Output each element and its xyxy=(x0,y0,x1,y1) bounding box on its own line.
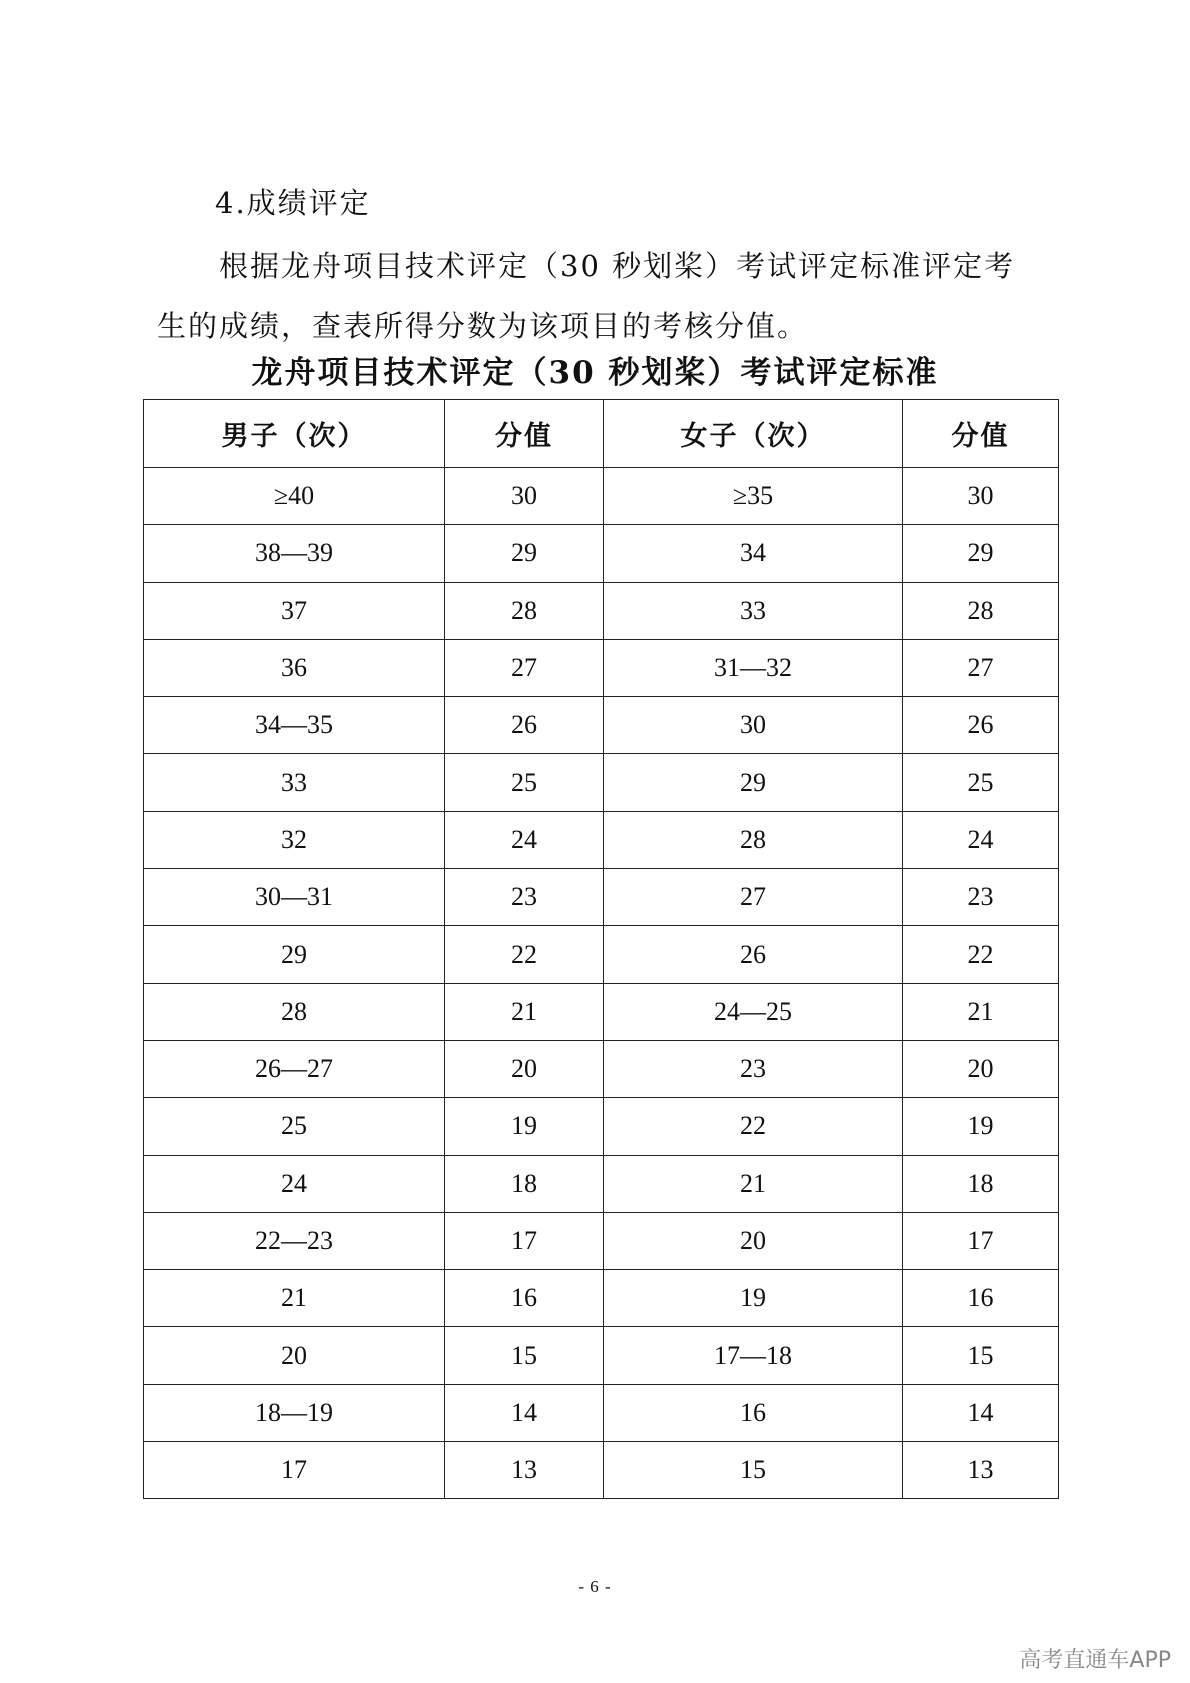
female-score-cell: 16 xyxy=(903,1270,1059,1327)
table-row xyxy=(144,754,1059,811)
male-score-cell: 16 xyxy=(445,1270,604,1327)
male-count-cell: 33 xyxy=(144,754,445,811)
table-row xyxy=(144,1098,1059,1155)
female-score-cell: 20 xyxy=(903,1040,1059,1097)
male-score-cell: 17 xyxy=(445,1212,604,1269)
male-score-cell: 20 xyxy=(445,1040,604,1097)
male-count-cell: 24 xyxy=(144,1155,445,1212)
male-score-cell: 24 xyxy=(445,811,604,868)
male-count-cell: 30—31 xyxy=(144,869,445,926)
male-count-cell: 28 xyxy=(144,983,445,1040)
table-row xyxy=(144,1270,1059,1327)
section-heading: 4.成绩评定 xyxy=(215,186,371,220)
male-count-cell: 25 xyxy=(144,1098,445,1155)
female-score-cell: 23 xyxy=(903,869,1059,926)
male-count-cell: 36 xyxy=(144,639,445,696)
female-count-cell: ≥35 xyxy=(604,468,903,525)
male-score-cell: 14 xyxy=(445,1384,604,1441)
table-row xyxy=(144,811,1059,868)
male-score-cell: 29 xyxy=(445,525,604,582)
page-number: - 6 - xyxy=(578,1577,612,1596)
male-score-cell: 23 xyxy=(445,869,604,926)
male-score-cell: 25 xyxy=(445,754,604,811)
table-title: 龙舟项目技术评定（30 秒划桨）考试评定标准 xyxy=(251,355,939,391)
paragraph-line-2: 生的成绩，查表所得分数为该项目的考核分值。 xyxy=(157,309,809,343)
female-count-cell: 34 xyxy=(604,525,903,582)
female-score-cell: 30 xyxy=(903,468,1059,525)
table-row xyxy=(144,468,1059,525)
table-row xyxy=(144,697,1059,754)
male-count-cell: 29 xyxy=(144,926,445,983)
male-score-cell: 30 xyxy=(445,468,604,525)
male-score-cell: 27 xyxy=(445,639,604,696)
table-row xyxy=(144,639,1059,696)
female-count-cell: 21 xyxy=(604,1155,903,1212)
female-count-cell: 31—32 xyxy=(604,639,903,696)
male-score-cell: 15 xyxy=(445,1327,604,1384)
female-count-cell: 20 xyxy=(604,1212,903,1269)
female-count-cell: 15 xyxy=(604,1442,903,1499)
male-count-cell: ≥40 xyxy=(144,468,445,525)
header-female-score: 分值 xyxy=(903,400,1059,468)
female-score-cell: 13 xyxy=(903,1442,1059,1499)
male-count-cell: 17 xyxy=(144,1442,445,1499)
male-score-cell: 18 xyxy=(445,1155,604,1212)
female-score-cell: 29 xyxy=(903,525,1059,582)
female-count-cell: 27 xyxy=(604,869,903,926)
header-female-count: 女子（次） xyxy=(604,400,903,468)
table-row xyxy=(144,1155,1059,1212)
score-table xyxy=(143,399,1059,1499)
table-row xyxy=(144,1384,1059,1441)
male-count-cell: 20 xyxy=(144,1327,445,1384)
male-count-cell: 21 xyxy=(144,1270,445,1327)
female-count-cell: 30 xyxy=(604,697,903,754)
table-row xyxy=(144,926,1059,983)
female-score-cell: 28 xyxy=(903,582,1059,639)
male-count-cell: 22—23 xyxy=(144,1212,445,1269)
male-count-cell: 18—19 xyxy=(144,1384,445,1441)
male-score-cell: 22 xyxy=(445,926,604,983)
male-count-cell: 38—39 xyxy=(144,525,445,582)
female-score-cell: 22 xyxy=(903,926,1059,983)
table-row xyxy=(144,869,1059,926)
female-count-cell: 24—25 xyxy=(604,983,903,1040)
female-score-cell: 18 xyxy=(903,1155,1059,1212)
female-score-cell: 15 xyxy=(903,1327,1059,1384)
female-count-cell: 17—18 xyxy=(604,1327,903,1384)
header-male-count: 男子（次） xyxy=(144,400,445,468)
female-score-cell: 25 xyxy=(903,754,1059,811)
female-score-cell: 14 xyxy=(903,1384,1059,1441)
male-count-cell: 32 xyxy=(144,811,445,868)
male-score-cell: 13 xyxy=(445,1442,604,1499)
table-row xyxy=(144,582,1059,639)
female-count-cell: 19 xyxy=(604,1270,903,1327)
header-male-score: 分值 xyxy=(445,400,604,468)
male-score-cell: 21 xyxy=(445,983,604,1040)
table-row xyxy=(144,525,1059,582)
female-score-cell: 26 xyxy=(903,697,1059,754)
table-row xyxy=(144,1212,1059,1269)
table-row xyxy=(144,1040,1059,1097)
body-paragraph xyxy=(157,236,1037,356)
female-count-cell: 16 xyxy=(604,1384,903,1441)
watermark: 高考直通车APP xyxy=(1019,1648,1171,1673)
female-count-cell: 26 xyxy=(604,926,903,983)
female-count-cell: 29 xyxy=(604,754,903,811)
female-score-cell: 21 xyxy=(903,983,1059,1040)
table-body xyxy=(144,468,1059,1499)
male-count-cell: 37 xyxy=(144,582,445,639)
male-count-cell: 34—35 xyxy=(144,697,445,754)
male-score-cell: 19 xyxy=(445,1098,604,1155)
table-row xyxy=(144,1327,1059,1384)
male-count-cell: 26—27 xyxy=(144,1040,445,1097)
table-row xyxy=(144,983,1059,1040)
female-count-cell: 22 xyxy=(604,1098,903,1155)
table-header-row xyxy=(144,400,1059,468)
female-score-cell: 17 xyxy=(903,1212,1059,1269)
female-count-cell: 33 xyxy=(604,582,903,639)
male-score-cell: 26 xyxy=(445,697,604,754)
male-score-cell: 28 xyxy=(445,582,604,639)
table-row xyxy=(144,1442,1059,1499)
female-count-cell: 23 xyxy=(604,1040,903,1097)
paragraph-line-1: 根据龙舟项目技术评定（30 秒划桨）考试评定标准评定考 xyxy=(219,249,1016,283)
female-count-cell: 28 xyxy=(604,811,903,868)
female-score-cell: 19 xyxy=(903,1098,1059,1155)
female-score-cell: 24 xyxy=(903,811,1059,868)
female-score-cell: 27 xyxy=(903,639,1059,696)
